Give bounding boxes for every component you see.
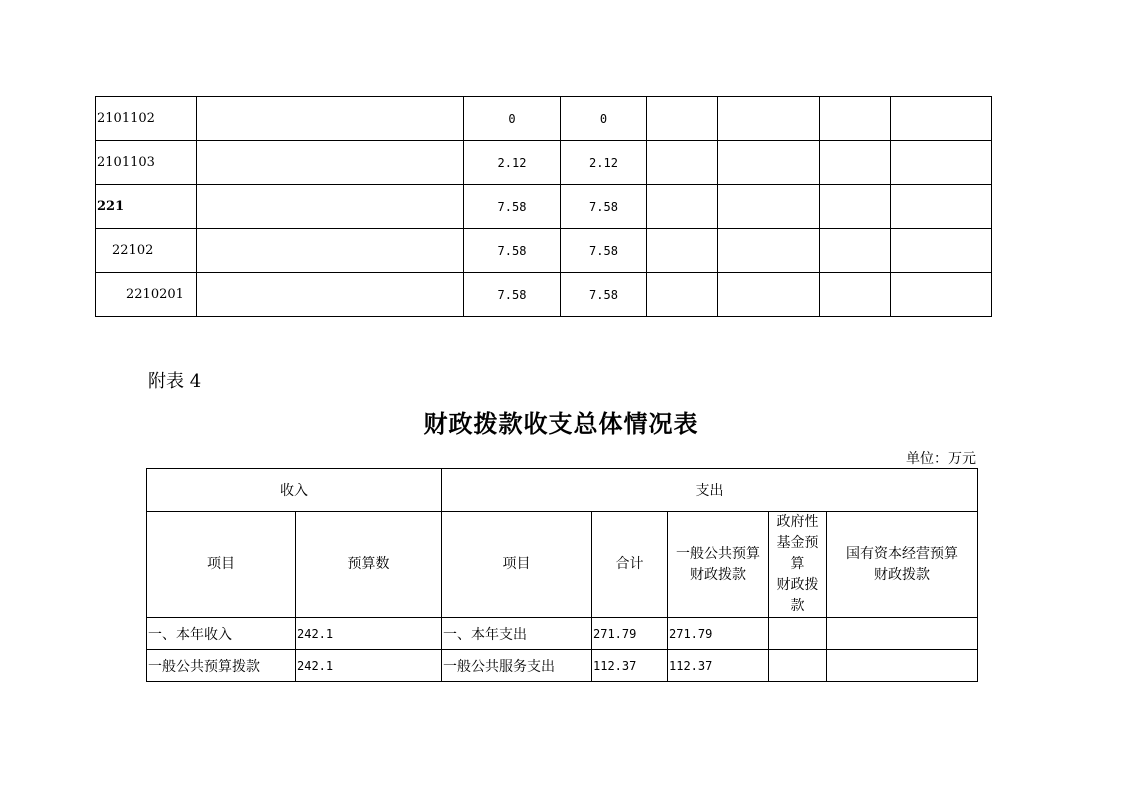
empty-cell bbox=[827, 618, 978, 650]
expense-item: 一、本年支出 bbox=[442, 618, 592, 650]
row-value: 2.12 bbox=[561, 141, 647, 185]
income-header: 收入 bbox=[147, 469, 442, 512]
row-value: 7.58 bbox=[561, 273, 647, 317]
row-code: 2101103 bbox=[96, 141, 197, 185]
expense-item: 一般公共服务支出 bbox=[442, 650, 592, 682]
column-header-row bbox=[147, 512, 978, 618]
empty-cell bbox=[197, 229, 464, 273]
empty-cell bbox=[820, 141, 891, 185]
table-row bbox=[96, 141, 992, 185]
table-row bbox=[96, 185, 992, 229]
total-value: 271.79 bbox=[592, 618, 668, 650]
empty-cell bbox=[827, 650, 978, 682]
empty-cell bbox=[718, 141, 820, 185]
row-value: 7.58 bbox=[464, 273, 561, 317]
empty-cell bbox=[718, 185, 820, 229]
empty-cell bbox=[197, 273, 464, 317]
total-value: 112.37 bbox=[592, 650, 668, 682]
income-value: 242.1 bbox=[296, 650, 442, 682]
empty-cell bbox=[718, 229, 820, 273]
row-value: 2.12 bbox=[464, 141, 561, 185]
row-value: 0 bbox=[561, 97, 647, 141]
column-header bbox=[668, 512, 769, 618]
empty-cell bbox=[197, 141, 464, 185]
row-code: 22102 bbox=[96, 229, 197, 273]
column-header: 预算数 bbox=[296, 512, 442, 618]
page-title: 财政拨款收支总体情况表 bbox=[423, 409, 699, 438]
top-table bbox=[95, 96, 992, 317]
unit-label: 单位：万元 bbox=[906, 451, 976, 467]
row-value: 7.58 bbox=[561, 185, 647, 229]
income-item: 一般公共预算拨款 bbox=[147, 650, 296, 682]
general-value: 271.79 bbox=[668, 618, 769, 650]
header-line: 财政拨 bbox=[776, 577, 819, 593]
row-code: 221 bbox=[96, 185, 197, 229]
empty-cell bbox=[820, 273, 891, 317]
fiscal-table bbox=[146, 468, 978, 682]
header-line: 财政拨款 bbox=[690, 566, 746, 583]
empty-cell bbox=[820, 185, 891, 229]
empty-cell bbox=[891, 229, 992, 273]
empty-cell bbox=[718, 273, 820, 317]
header-line: 财政拨款 bbox=[874, 566, 930, 583]
empty-cell bbox=[647, 97, 718, 141]
table-row bbox=[96, 97, 992, 141]
table-row bbox=[96, 273, 992, 317]
column-header: 项目 bbox=[442, 512, 592, 618]
column-header bbox=[769, 512, 827, 618]
empty-cell bbox=[647, 229, 718, 273]
column-header bbox=[827, 512, 978, 618]
header-line: 款 bbox=[790, 598, 805, 614]
income-value: 242.1 bbox=[296, 618, 442, 650]
appendix-caption: 附表 4 bbox=[148, 371, 202, 392]
empty-cell bbox=[769, 618, 827, 650]
row-value: 7.58 bbox=[464, 229, 561, 273]
row-value: 0 bbox=[464, 97, 561, 141]
row-code: 2101102 bbox=[96, 97, 197, 141]
row-code: 2210201 bbox=[96, 273, 197, 317]
general-value: 112.37 bbox=[668, 650, 769, 682]
header-line: 基金预 bbox=[776, 535, 819, 551]
empty-cell bbox=[197, 97, 464, 141]
empty-cell bbox=[647, 141, 718, 185]
header-line: 政府性 bbox=[776, 514, 819, 530]
table-row bbox=[147, 650, 978, 682]
empty-cell bbox=[891, 273, 992, 317]
empty-cell bbox=[197, 185, 464, 229]
header-line: 算 bbox=[790, 556, 805, 572]
header-line: 一般公共预算 bbox=[676, 545, 760, 562]
empty-cell bbox=[891, 185, 992, 229]
empty-cell bbox=[647, 273, 718, 317]
empty-cell bbox=[820, 229, 891, 273]
row-value: 7.58 bbox=[464, 185, 561, 229]
table-row bbox=[96, 229, 992, 273]
empty-cell bbox=[820, 97, 891, 141]
empty-cell bbox=[891, 97, 992, 141]
column-header: 合计 bbox=[592, 512, 668, 618]
row-value: 7.58 bbox=[561, 229, 647, 273]
empty-cell bbox=[891, 141, 992, 185]
expense-header: 支出 bbox=[442, 469, 978, 512]
income-item: 一、本年收入 bbox=[147, 618, 296, 650]
header-line: 国有资本经营预算 bbox=[846, 545, 958, 562]
header-row bbox=[147, 469, 978, 512]
table-row bbox=[147, 618, 978, 650]
empty-cell bbox=[769, 650, 827, 682]
empty-cell bbox=[718, 97, 820, 141]
column-header: 项目 bbox=[147, 512, 296, 618]
empty-cell bbox=[647, 185, 718, 229]
